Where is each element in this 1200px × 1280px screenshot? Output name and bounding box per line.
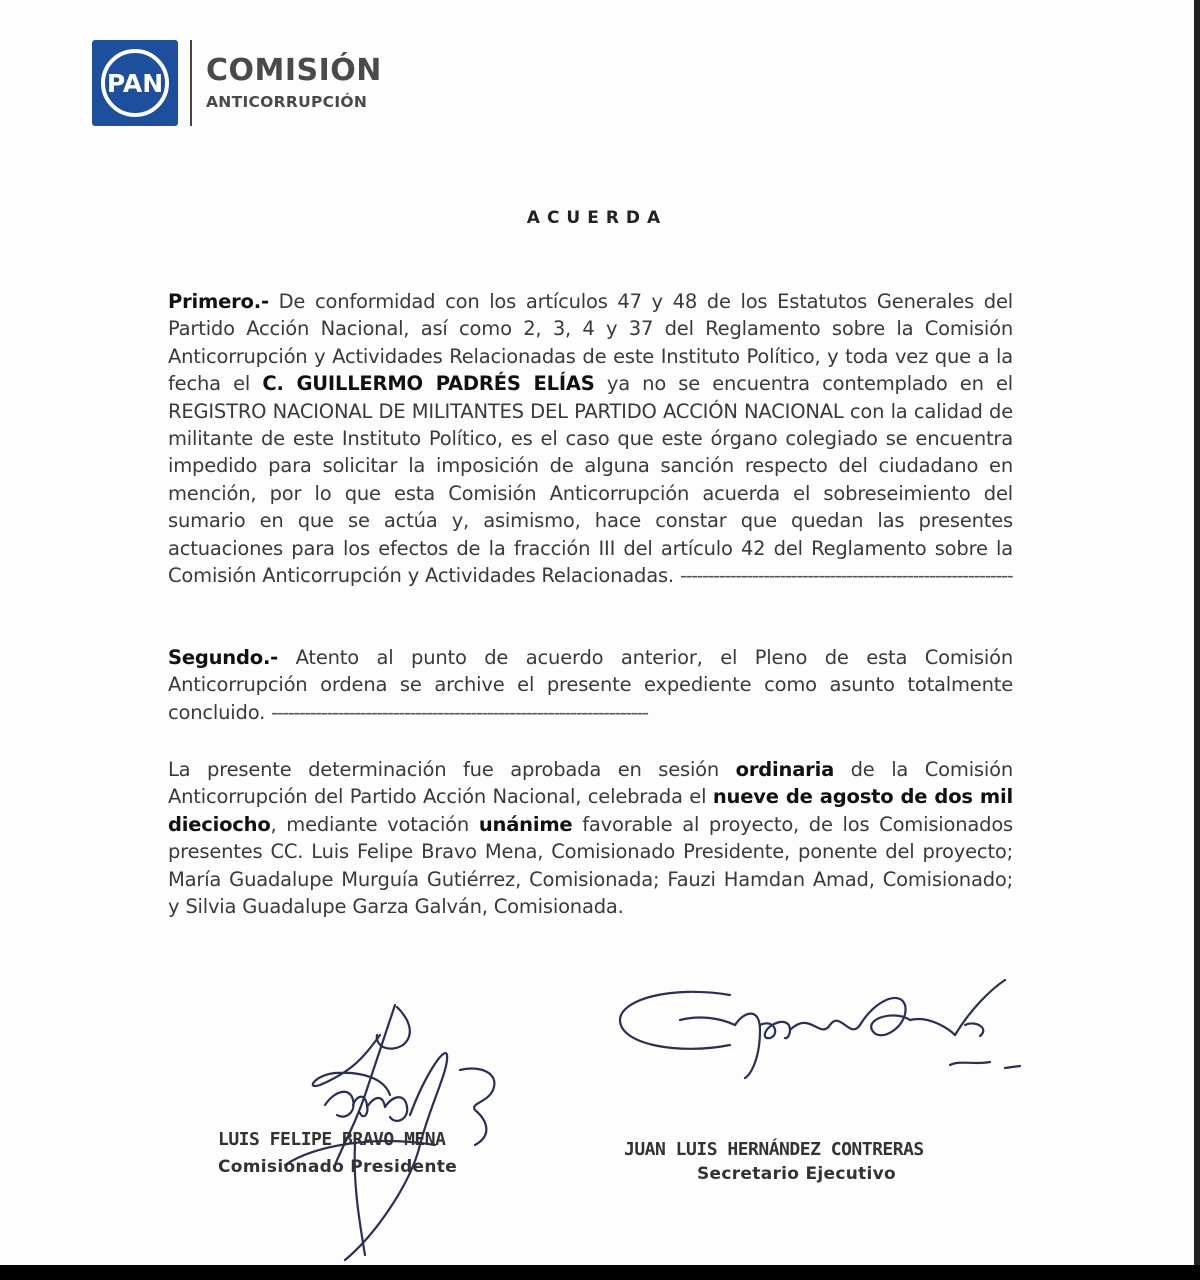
paragraph-lead: Segundo.- xyxy=(168,646,279,669)
paragraph-text: La presente determinación fue aprobada en sesión xyxy=(168,758,736,781)
paragraph-text: De conformidad con los artículos 47 y 48 de los Estatutos Generales del Partido Acción Nacional, así como 2, 3, 4 y 37 del Reglamento sobre la Comisión Anticorrupción y Actividades Relacionadas de este Instituto Político, y toda vez que a la fecha el xyxy=(168,290,1013,396)
paragraph-lead: Primero.- xyxy=(168,290,269,313)
paragraph-text: ya no se encuentra contemplado en el REGISTRO NACIONAL DE MILITANTES DEL PARTIDO ACCIÓN NACIONAL con la calidad de militante de este Instituto Político, es el caso que este órgano colegiado se encuentra impedido para solicitar la imposición de alguna sanción respecto del ciudadano en mención, por lo que esta Comisión Anticorrupción acuerda el sobreseimiento del sumario en que se actúa y, asimismo, hace constar que quedan las presentes actuaciones para los efectos de la fracción III del artículo 42 del Reglamento sobre la Comisión Anticorrupción y Actividades Relacionadas. xyxy=(168,372,1013,588)
paragraph-primero xyxy=(168,288,1013,589)
commission-title: COMISIÓN xyxy=(206,52,382,88)
paragraph-text: , mediante votación xyxy=(270,812,479,836)
logo-text: PAN xyxy=(106,69,164,98)
dash-filler: ------------------------------------------------------------ xyxy=(679,564,1013,588)
commission-subtitle: ANTICORRUPCIÓN xyxy=(206,92,368,111)
dash-filler: -------------------------------------------------------------------- xyxy=(271,700,648,724)
commission-name xyxy=(206,52,382,111)
session-date: nueve de agosto de dos mil dieciocho xyxy=(168,785,1013,836)
right-signatory-role: Secretario Ejecutivo xyxy=(697,1164,897,1184)
paragraph-text: Atento al punto de acuerdo anterior, el Pleno de esta Comisión Anticorrupción ordena se archive el presente expediente como asunto totalmente concluido. xyxy=(168,646,1013,724)
right-signature xyxy=(610,970,1040,1090)
pan-logo xyxy=(92,40,178,126)
left-signatory-role: Comisionado Presidente xyxy=(218,1157,458,1177)
paragraph-segundo xyxy=(168,644,1013,726)
session-type: ordinaria xyxy=(735,758,835,781)
paragraph-text: favorable al proyecto, de los Comisionados presentes CC. Luis Felipe Bravo Mena, Comisionado Presidente, ponente del proyecto; María Guadalupe Murguía Gutiérrez, Comisionada; Fauzi Hamdan Amad, Comisionado; y Silvia Guadalupe Garza Galván, Comisionada. xyxy=(168,812,1014,919)
document-heading: ACUERDA xyxy=(526,208,668,228)
paragraph-text: de la Comisión Anticorrupción del Partido Acción Nacional, celebrada el xyxy=(168,758,1013,809)
letterhead xyxy=(92,38,382,128)
person-name: C. GUILLERMO PADRÉS ELÍAS xyxy=(262,372,595,396)
vote-type: unánime xyxy=(478,812,573,836)
logo-divider xyxy=(190,40,192,126)
paragraph-approval xyxy=(168,756,1013,920)
left-signatory-name: LUIS FELIPE BRAVO MENA xyxy=(218,1129,446,1150)
right-signatory-name: JUAN LUIS HERNÁNDEZ CONTRERAS xyxy=(624,1139,924,1160)
